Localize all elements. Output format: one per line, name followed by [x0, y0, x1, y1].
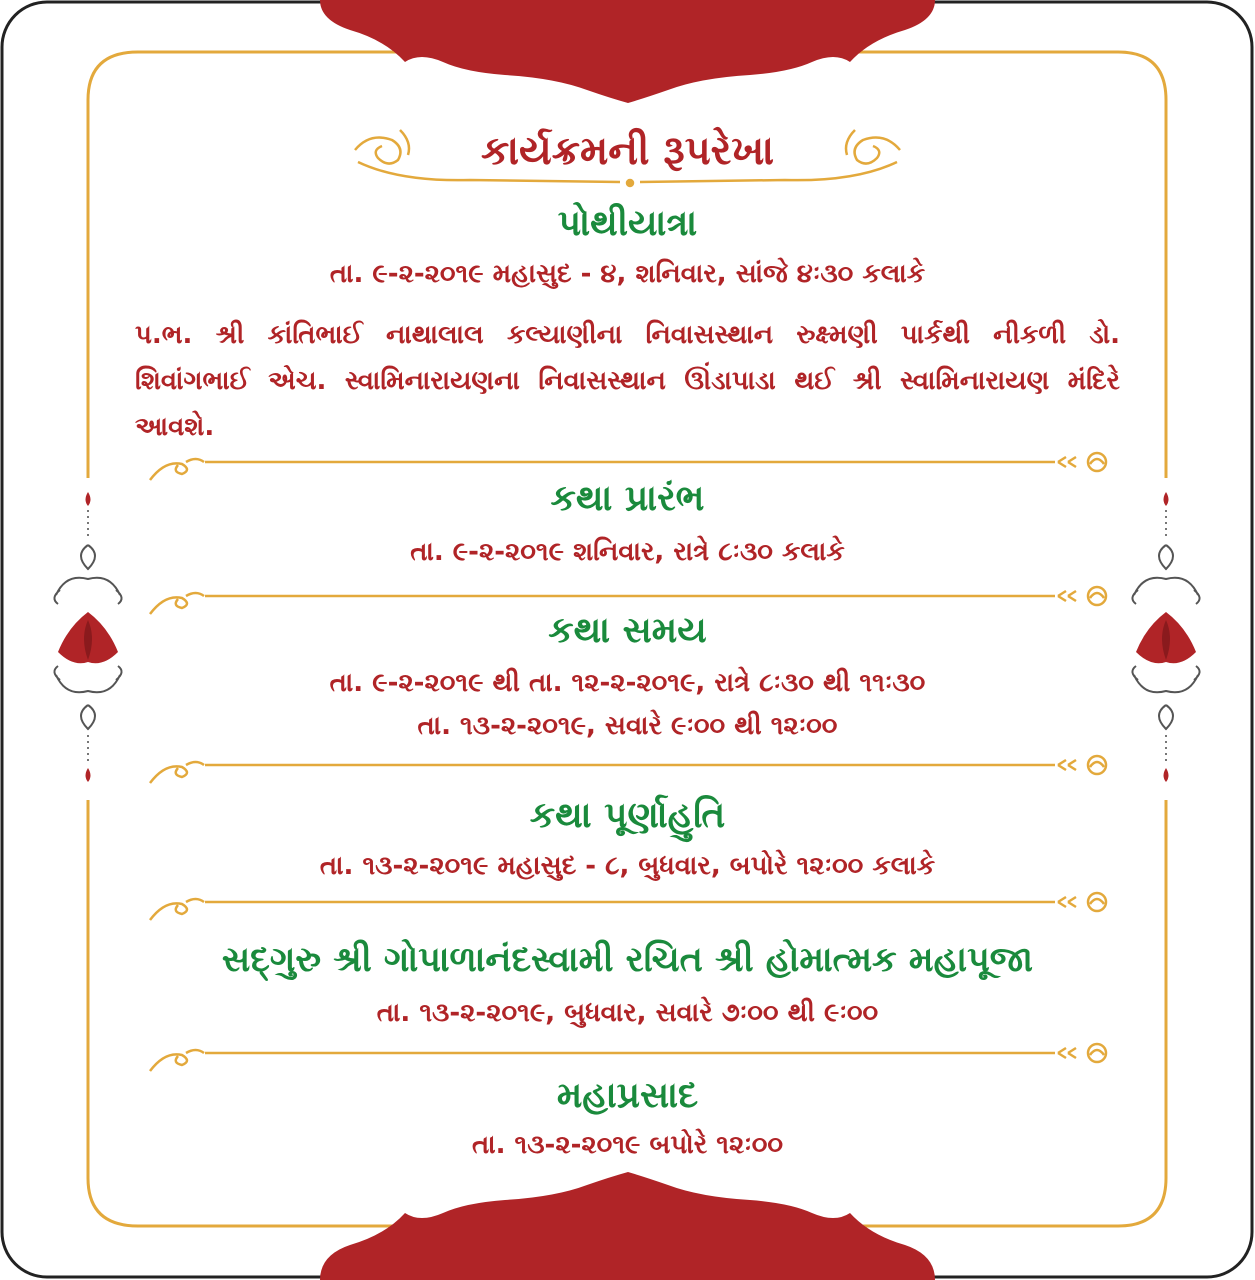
section-date-line: તા. ૯-૨-૨૦૧૯ થી તા. ૧૨-૨-૨૦૧૯, રાત્રે ૮ઃ૩૦ થી ૧૧ઃ૩૦	[329, 668, 926, 698]
section-separator	[150, 756, 1106, 783]
section-heading-katha-prarambh: કથા પ્રારંભ	[550, 478, 705, 519]
bottom-crown	[320, 1172, 935, 1280]
section-date-line: તા. ૧૩-૨-૨૦૧૯, સવારે ૯ઃ૦૦ થી ૧૨ઃ૦૦	[417, 711, 838, 741]
section-separator	[150, 453, 1106, 480]
section-date-line: તા. ૧૩-૨-૨૦૧૯ બપોરે ૧૨ઃ૦૦	[471, 1130, 784, 1160]
section-separator	[150, 1044, 1106, 1071]
section-heading-pothiyatra: પોથીયાત્રા	[557, 203, 698, 244]
section-date-line: તા. ૯-૨-૨૦૧૯ શનિવાર, રાત્રે ૮ઃ૩૦ કલાકે	[410, 537, 845, 567]
section-date-line: તા. ૯-૨-૨૦૧૯ મહાસુદ - ૪, શનિવાર, સાંજે ૪ઃ૩૦ કલાકે	[329, 259, 926, 289]
section-heading-mahaprasad: મહાપ્રસાદ	[556, 1075, 699, 1116]
page-title: કાર્યક્રમની રૂપરેખા	[480, 128, 775, 174]
top-crown	[320, 0, 935, 103]
section-heading-mahapuja: સદ્‌ગુરુ શ્રી ગોપાળાનંદસ્વામી રચિત શ્રી હોમાત્મક મહાપૂજા	[221, 940, 1034, 980]
section-date-line: તા. ૧૩-૨-૨૦૧૯ મહાસુદ - ૮, બુધવાર, બપોરે ૧૨ઃ૦૦ કલાકે	[319, 851, 936, 881]
section-date-line: તા. ૧૩-૨-૨૦૧૯, બુધવાર, સવારે ૭ઃ૦૦ થી ૯ઃ૦૦	[376, 998, 879, 1028]
section-heading-katha-purnahuti: કથા પૂર્ણાહુતિ	[529, 795, 726, 836]
section-heading-katha-samay: કથા સમય	[548, 610, 707, 651]
section-separator	[150, 893, 1106, 920]
procession-route-paragraph: પ.ભ. શ્રી કાંતિભાઈ નાથાલાલ કલ્યાણીના નિવાસસ્થાન રુક્ષ્મણી પાર્કથી નીકળી ડો. શિવાંગભાઈ એચ. સ્વામિનારાયણના નિવાસસ્થાન ઊંડાપાડા થઈ શ્રી સ્વામિનારાયણ મંદિરે આવશે.	[135, 320, 1120, 442]
